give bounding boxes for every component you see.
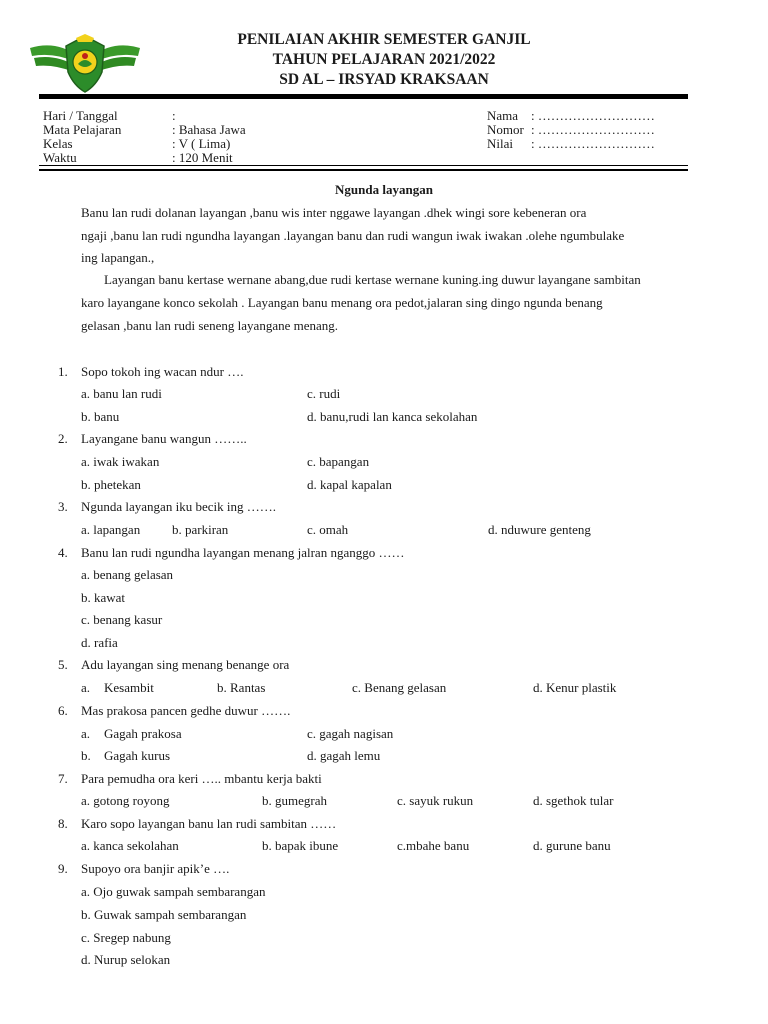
header-divider <box>39 94 688 99</box>
option: a. lapangan <box>81 522 141 537</box>
school-emblem <box>26 32 144 94</box>
option: b. kawat <box>81 590 126 605</box>
option: c. rudi <box>307 386 341 401</box>
option: d. kapal kapalan <box>307 477 392 492</box>
option: d. Kenur plastik <box>533 680 617 695</box>
option: a. benang gelasan <box>81 567 174 582</box>
reading-line: ing lapangan., <box>81 250 155 265</box>
info-label-name: Nama <box>487 108 519 123</box>
info-label-time: Waktu <box>43 150 77 165</box>
option: d. sgethok tular <box>533 793 614 808</box>
option: d. nduwure genteng <box>488 522 591 537</box>
info-value-number: : ……………………… <box>531 122 655 137</box>
option: a. banu lan rudi <box>81 386 162 401</box>
question-text: Banu lan rudi ngundha layangan menang jalran nganggo …… <box>81 545 405 560</box>
question-text: Adu layangan sing menang benange ora <box>81 657 290 672</box>
school-name: SD AL – IRSYAD KRAKSAAN <box>279 71 489 88</box>
option: Gagah kurus <box>104 748 171 763</box>
option: Kesambit <box>104 680 154 695</box>
question-number: 3. <box>58 499 68 514</box>
question-text: Mas prakosa pancen gedhe duwur ……. <box>81 703 291 718</box>
option: a. Ojo guwak sampah sembarangan <box>81 884 266 899</box>
option: c. benang kasur <box>81 612 163 627</box>
exam-title: PENILAIAN AKHIR SEMESTER GANJIL <box>237 31 531 48</box>
info-divider-bottom <box>39 169 688 171</box>
question-number: 1. <box>58 364 68 379</box>
question-number: 8. <box>58 816 68 831</box>
option: c. omah <box>307 522 349 537</box>
question-text: Sopo tokoh ing wacan ndur …. <box>81 364 244 379</box>
option: c. gagah nagisan <box>307 726 394 741</box>
info-label-class: Kelas <box>43 136 73 151</box>
question-text: Supoyo ora banjir apik’e …. <box>81 861 230 876</box>
info-label-date: Hari / Tanggal <box>43 108 118 123</box>
reading-title: Ngunda layangan <box>335 182 433 197</box>
question-text: Karo sopo layangan banu lan rudi sambitan …… <box>81 816 337 831</box>
option: b. phetekan <box>81 477 141 492</box>
info-value-name: : ……………………… <box>531 108 655 123</box>
option: b. parkiran <box>172 522 229 537</box>
option: a. kanca sekolahan <box>81 838 179 853</box>
info-label-subject: Mata Pelajaran <box>43 122 122 137</box>
reading-line: Banu lan rudi dolanan layangan ,banu wis inter nggawe layangan .dhek wingi sore kebeneran ora <box>81 205 587 220</box>
option: a. iwak iwakan <box>81 454 160 469</box>
question-text: Layangane banu wangun …….. <box>81 431 247 446</box>
option: d. gagah lemu <box>307 748 381 763</box>
info-value-subject: : Bahasa Jawa <box>172 122 246 137</box>
option: b. Rantas <box>217 680 266 695</box>
option: d. gurune banu <box>533 838 611 853</box>
reading-line: gelasan ,banu lan rudi seneng layangane menang. <box>81 318 339 333</box>
question-text: Para pemudha ora keri ….. mbantu kerja bakti <box>81 771 322 786</box>
info-label-score: Nilai <box>487 136 513 151</box>
option: c. sayuk rukun <box>397 793 474 808</box>
option: a. gotong royong <box>81 793 170 808</box>
question-number: 2. <box>58 431 68 446</box>
info-value-date: : <box>172 108 176 123</box>
question-number: 7. <box>58 771 68 786</box>
option: c. bapangan <box>307 454 370 469</box>
reading-line: karo layangane konco sekolah . Layangan banu menang ora pedot,jalaran sing dingo ngunda benang <box>81 295 603 310</box>
question-number: 5. <box>58 657 68 672</box>
option: c. Benang gelasan <box>352 680 447 695</box>
option-letter: b. <box>81 748 91 763</box>
option: b. gumegrah <box>262 793 327 808</box>
question-number: 9. <box>58 861 68 876</box>
option: d. Nurup selokan <box>81 952 171 967</box>
option: b. banu <box>81 409 120 424</box>
info-value-class: : V ( Lima) <box>172 136 231 151</box>
info-label-number: Nomor <box>487 122 524 137</box>
reading-line: ngaji ,banu lan rudi ngundha layangan .layangan banu dan rudi wangun iwak iwakan .olehe ngumbulake <box>81 228 625 243</box>
reading-line: Layangan banu kertase wernane abang,due rudi kertase wernane kuning.ing duwur layangane sambitan <box>104 272 641 287</box>
info-divider-top <box>39 165 688 166</box>
option: d. rafia <box>81 635 118 650</box>
question-text: Ngunda layangan iku becik ing ……. <box>81 499 276 514</box>
academic-year: TAHUN PELAJARAN 2021/2022 <box>272 51 496 68</box>
info-value-score: : ……………………… <box>531 136 655 151</box>
option: d. banu,rudi lan kanca sekolahan <box>307 409 478 424</box>
option-letter: a. <box>81 680 91 695</box>
option: b. Guwak sampah sembarangan <box>81 907 247 922</box>
option: c. Sregep nabung <box>81 930 171 945</box>
info-value-time: : 120 Menit <box>172 150 233 165</box>
option: c.mbahe banu <box>397 838 470 853</box>
option: Gagah prakosa <box>104 726 182 741</box>
option: b. bapak ibune <box>262 838 339 853</box>
question-number: 6. <box>58 703 68 718</box>
option-letter: a. <box>81 726 91 741</box>
question-number: 4. <box>58 545 68 560</box>
